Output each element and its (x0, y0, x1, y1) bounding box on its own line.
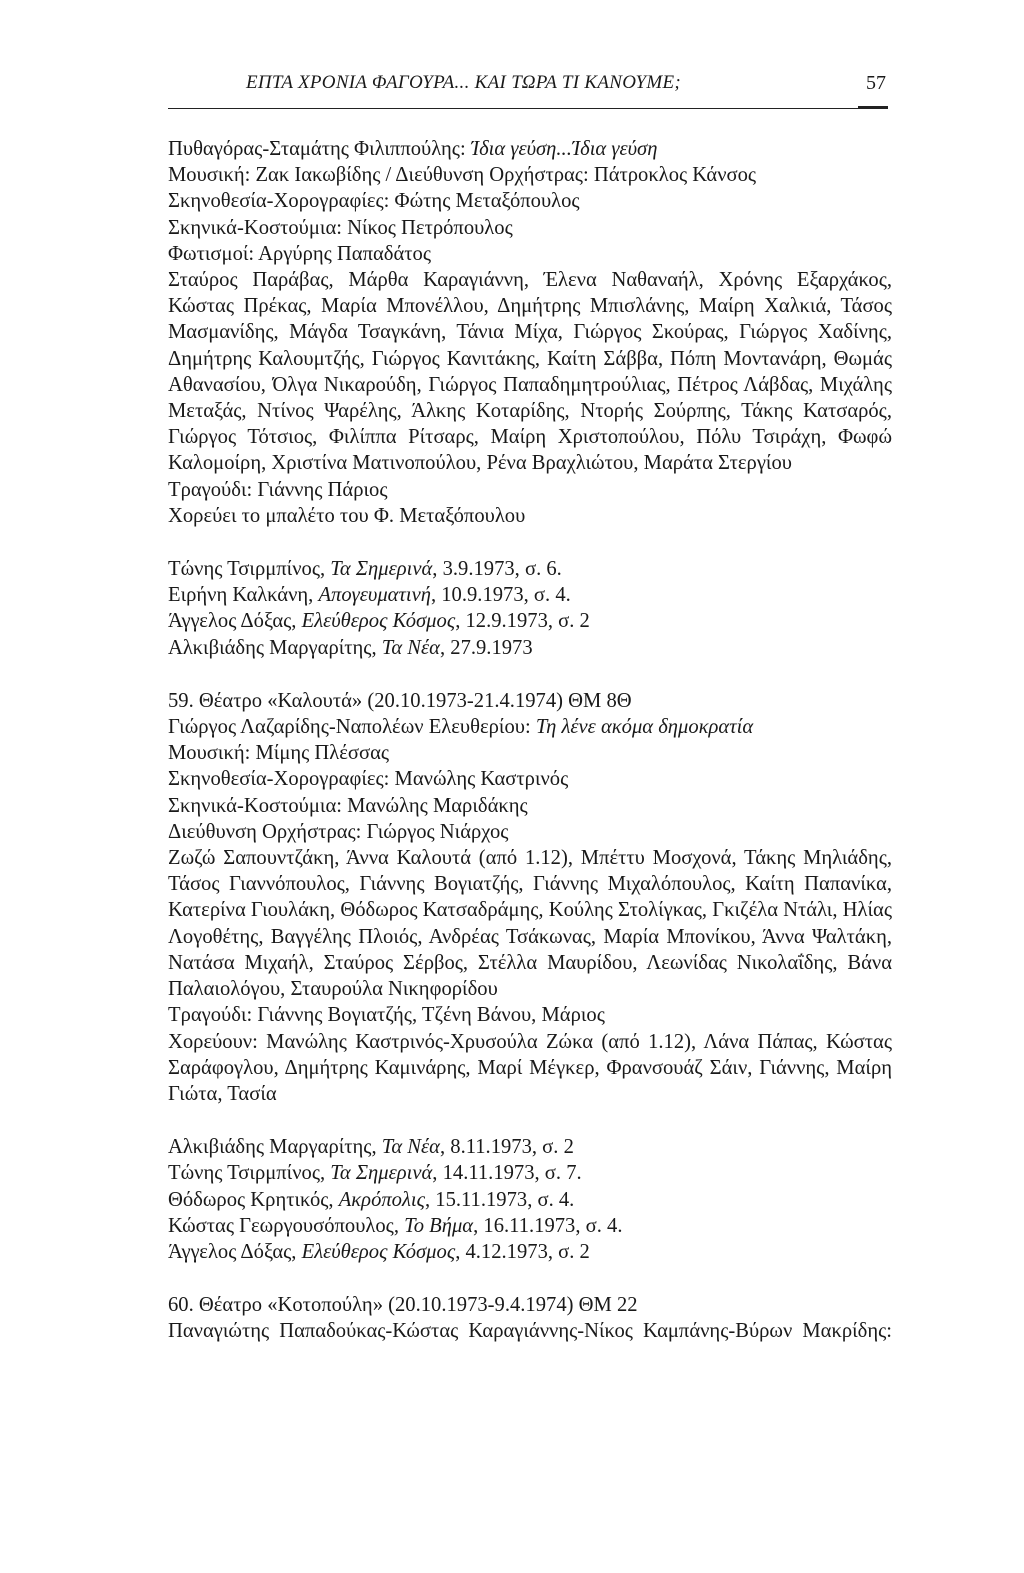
play-author: Γιώργος Λαζαρίδης-Ναπολέων Ελευθερίου: (168, 716, 536, 739)
song-credit: Τραγούδι: Γιάννης Βογιατζής, Τζένη Βάνου, Μάριος (168, 1004, 605, 1027)
review-citation: Αλκιβιάδης Μαργαρίτης, Τα Νέα, 27.9.1973 (168, 636, 533, 659)
review-citation: Άγγελος Δόξας, Ελεύθερος Κόσμος, 4.12.1973, σ. 2 (168, 1240, 590, 1263)
sets-credit: Σκηνικά-Κοστούμια: Νίκος Πετρόπουλος (168, 216, 513, 239)
dance-credit: Χορεύουν: Μανώλης Καστρινός-Χρυσούλα Ζώκα (από 1.12), Λάνα Πάπας, Κώστας Σαράφογλου, Δημήτρης Καμινάρης, Μαρί Μέγκερ, Φρανσουάζ Σάιν, Γιάννης, Μαίρη Γιώτα, Τασία (168, 1030, 892, 1105)
review-citation: Αλκιβιάδης Μαργαρίτης, Τα Νέα, 8.11.1973, σ. 2 (168, 1136, 574, 1159)
direction-credit: Σκηνοθεσία-Χορογραφίες: Μανώλης Καστρινός (168, 768, 569, 791)
play-author: Πυθαγόρας-Σταμάτης Φιλιππούλης: (168, 138, 471, 160)
music-credit: Μουσική: Ζακ Ιακωβίδης / Διεύθυνση Ορχήστρας: Πάτροκλος Κάνσος (168, 164, 757, 187)
header-rule (168, 108, 888, 109)
entry-heading: 59. Θέατρο «Καλουτά» (20.10.1973-21.4.1974) ΘΜ 8Θ (168, 689, 632, 712)
play-line (168, 136, 892, 162)
review-citation: Τώνης Τσιρμπίνος, Τα Σημερινά, 3.9.1973, σ. 6. (168, 558, 562, 581)
dance-credit: Χορεύει το μπαλέτο του Φ. Μεταξόπουλου (168, 504, 526, 527)
sets-credit: Σκηνικά-Κοστούμια: Μανώλης Μαριδάκης (168, 794, 528, 817)
page-body (168, 136, 892, 1345)
orchestra-credit: Διεύθυνση Ορχήστρας: Γιώργος Νιάρχος (168, 820, 509, 843)
page-header (168, 72, 888, 106)
entry-59-reviews (168, 1134, 892, 1265)
song-credit: Τραγούδι: Γιάννης Πάριος (168, 478, 388, 501)
review-citation: Άγγελος Δόξας, Ελεύθερος Κόσμος, 12.9.1973, σ. 2 (168, 610, 590, 633)
review-citation: Θόδωρος Κρητικός, Ακρόπολις, 15.11.1973, σ. 4. (168, 1188, 575, 1211)
direction-credit: Σκηνοθεσία-Χορογραφίες: Φώτης Μεταξόπουλος (168, 190, 580, 213)
running-title: ΕΠΤΑ ΧΡΟΝΙΑ ΦΑΓΟΥΡΑ... ΚΑΙ ΤΩΡΑ ΤΙ ΚΑΝΟΥΜΕ; (246, 72, 682, 93)
review-citation: Τώνης Τσιρμπίνος, Τα Σημερινά, 14.11.1973, σ. 7. (168, 1162, 582, 1185)
entry-heading: 60. Θέατρο «Κοτοπούλη» (20.10.1973-9.4.1974) ΘΜ 22 (168, 1294, 638, 1317)
entry-59 (168, 688, 892, 1107)
authors-line: Παναγιώτης Παπαδούκας-Κώστας Καραγιάννης-Νίκος Καμπάνης-Βύρων Μακρίδης: (168, 1320, 892, 1343)
review-citation: Ειρήνη Καλκάνη, Απογευματινή, 10.9.1973, σ. 4. (168, 584, 571, 607)
cast-list: Σταύρος Παράβας, Μάρθα Καραγιάννη, Έλενα Ναθαναήλ, Χρόνης Εξαρχάκος, Κώστας Πρέκας, Μαρία Μπονέλλου, Δημήτρης Μπισλάνης, Μαίρη Χαλκιά, Τάσος Μασμανίδης, Μάγδα Τσαγκάνη, Τάνια Μίχα, Γιώργος Σκούρας, Γιώργος Χαδίνης, Δημήτρης Καλουμτζής, Γιώργος Κανιτάκης, Καίτη Σάββα, Πόπη Μοντανάρη, Θωμάς Αθανασίου, Όλγα Νικαρούδη, Γιώργος Παπαδημητρούλιας, Πέτρος Λάβδας, Μιχάλης Μεταξάς, Ντίνος Ψαρέλης, Άλκης Κοταρίδης, Ντορής Σούρπης, Τάκης Κατσαρός, Γιώργος Τότσιος, Φιλίππα Ρίτσαρς, Μαίρη Χριστοπούλου, Πόλυ Τσιράχη, Φωφώ Καλομοίρη, Χριστίνα Ματινοπούλου, Ρένα Βραχλιώτου, Μαράτα Στεργίου (168, 269, 892, 475)
review-citation: Κώστας Γεωργουσόπουλος, Το Βήμα, 16.11.1973, σ. 4. (168, 1214, 623, 1237)
play-line (168, 714, 892, 740)
entry-60 (168, 1292, 892, 1344)
page-number-underline (858, 106, 888, 109)
entry-58-reviews (168, 556, 892, 661)
page-number: 57 (866, 72, 886, 94)
music-credit: Μουσική: Μίμης Πλέσσας (168, 742, 390, 765)
cast-list: Ζωζώ Σαπουντζάκη, Άννα Καλουτά (από 1.12), Μπέττυ Μοσχονά, Τάκης Μηλιάδης, Τάσος Γιαννόπουλος, Γιάννης Βογιατζής, Γιάννης Μιχαλόπουλος, Καίτη Παπανίκα, Κατερίνα Γιουλάκη, Θόδωρος Κατσαδράμης, Κούλης Στολίγκας, Γκιζέλα Ντάλι, Ηλίας Λογοθέτης, Βαγγέλης Πλοιός, Ανδρέας Τσάκωνας, Μαρία Μπονίκου, Άννα Ψαλτάκη, Νατάσα Μιχαήλ, Σταύρος Σέρβος, Στέλλα Μαυρίδου, Λεωνίδας Νικολαΐδης, Βάνα Παλαιολόγου, Σταυρούλα Νικηφορίδου (168, 847, 892, 1001)
lighting-credit: Φωτισμοί: Αργύρης Παπαδάτος (168, 242, 432, 265)
play-title: Ίδια γεύση...Ίδια γεύση (470, 138, 658, 160)
entry-58-continuation (168, 136, 892, 529)
play-title: Τη λένε ακόμα δημοκρατία (535, 716, 754, 739)
